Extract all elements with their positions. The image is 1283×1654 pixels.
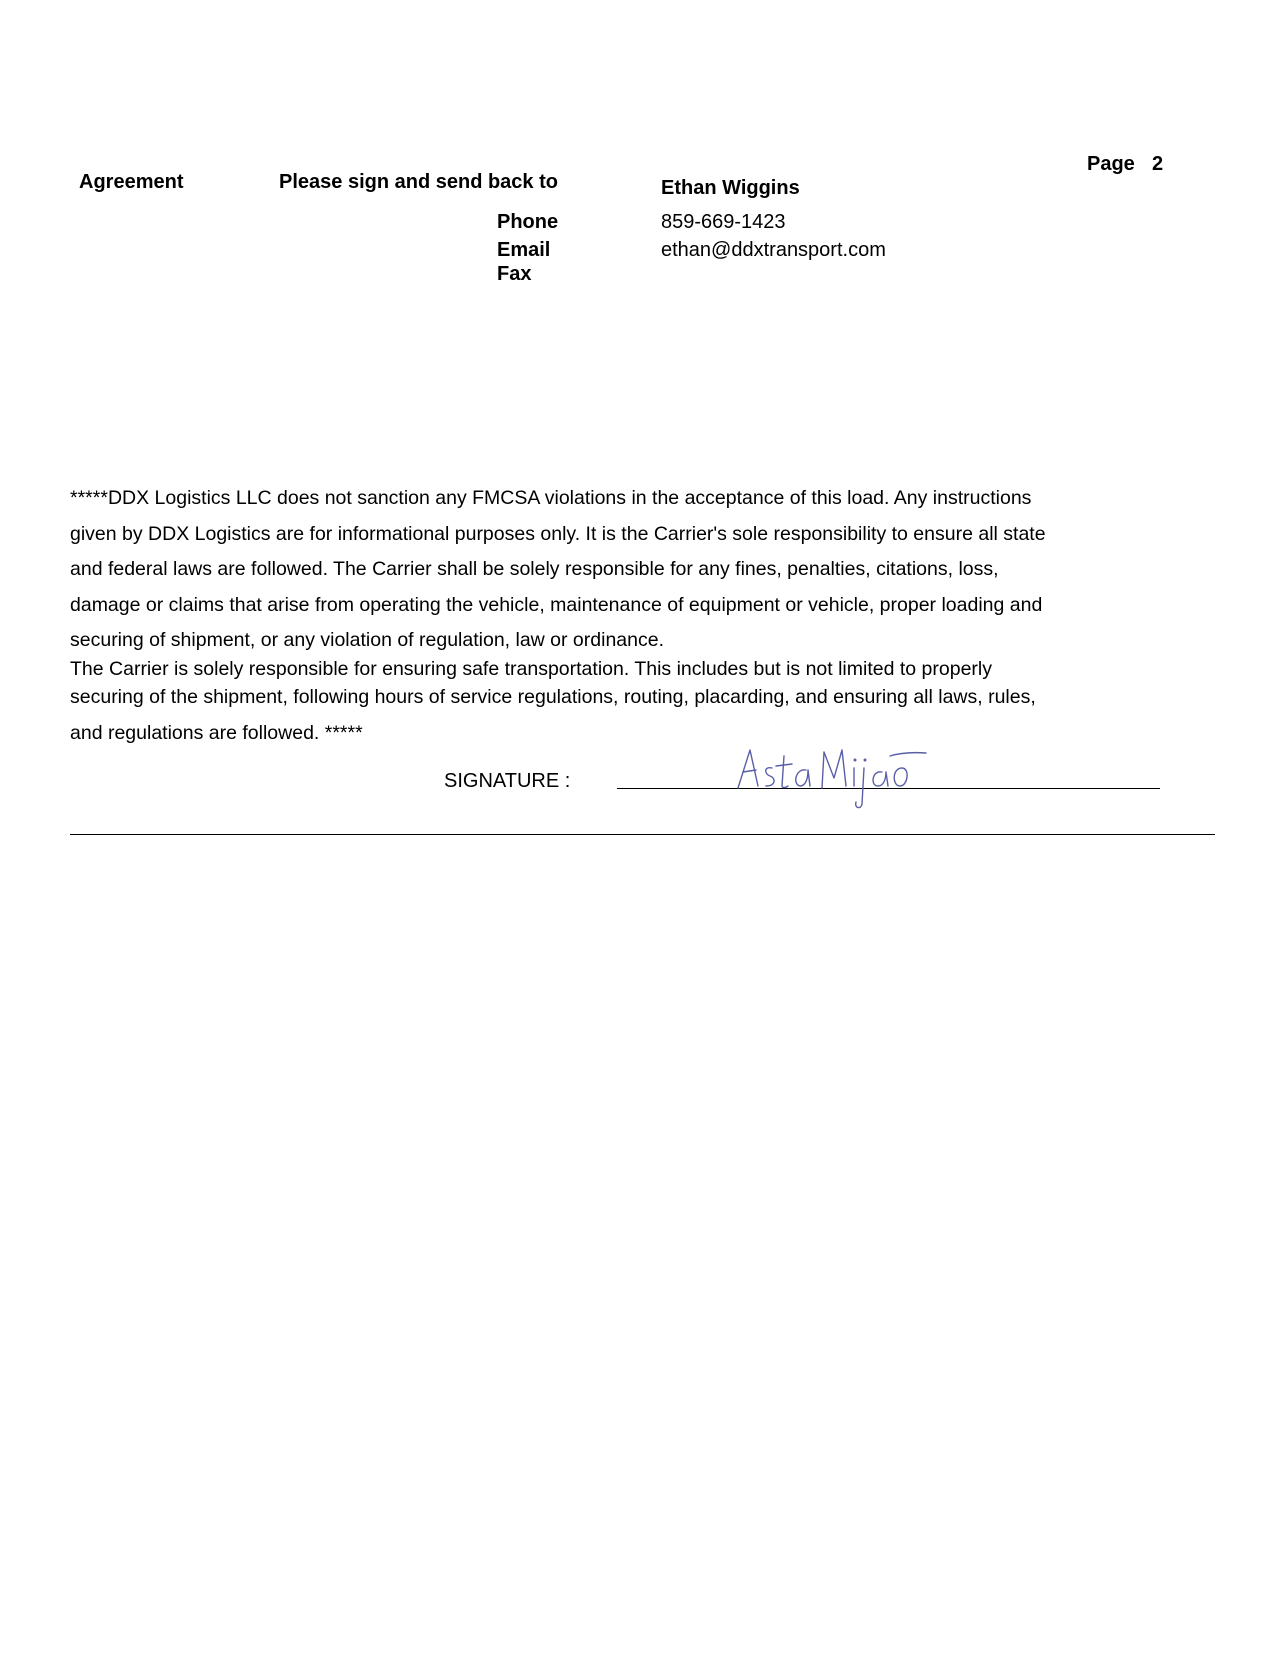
disclaimer-line: The Carrier is solely responsible for ensuring safe transportation. This includes but is not limited to properly [70, 657, 992, 680]
disclaimer-line: given by DDX Logistics are for informational purposes only. It is the Carrier's sole responsibility to ensure all state [70, 522, 1046, 545]
fax-label: Fax [497, 263, 532, 285]
bottom-rule [70, 834, 1215, 835]
email-value: ethan@ddxtransport.com [661, 239, 886, 261]
disclaimer-line: securing of the shipment, following hours of service regulations, routing, placarding, and ensuring all laws, rules, [70, 686, 1036, 708]
page-number: 2 [1152, 153, 1164, 175]
disclaimer-line: and regulations are followed. ***** [70, 721, 363, 744]
page-label: Page [1087, 153, 1135, 175]
disclaimer-line: and federal laws are followed. The Carrier shall be solely responsible for any fines, penalties, citations, loss, [70, 558, 999, 580]
contact-name: Ethan Wiggins [661, 177, 800, 199]
disclaimer-line: damage or claims that arise from operating the vehicle, maintenance of equipment or vehicle, proper loading and [70, 593, 1043, 616]
disclaimer-text [70, 484, 1220, 754]
signature-label: SIGNATURE : [444, 770, 571, 792]
email-label: Email [497, 239, 551, 261]
send-back-label: Please sign and send back to [279, 171, 558, 193]
disclaimer-line: securing of shipment, or any violation of regulation, law or ordinance. [70, 629, 664, 651]
phone-label: Phone [497, 211, 559, 233]
phone-value: 859-669-1423 [661, 211, 786, 233]
handwritten-signature [730, 738, 940, 823]
agreement-label: Agreement [79, 171, 184, 193]
disclaimer-line: *****DDX Logistics LLC does not sanction any FMCSA violations in the acceptance of this load. Any instructions [70, 487, 1032, 509]
